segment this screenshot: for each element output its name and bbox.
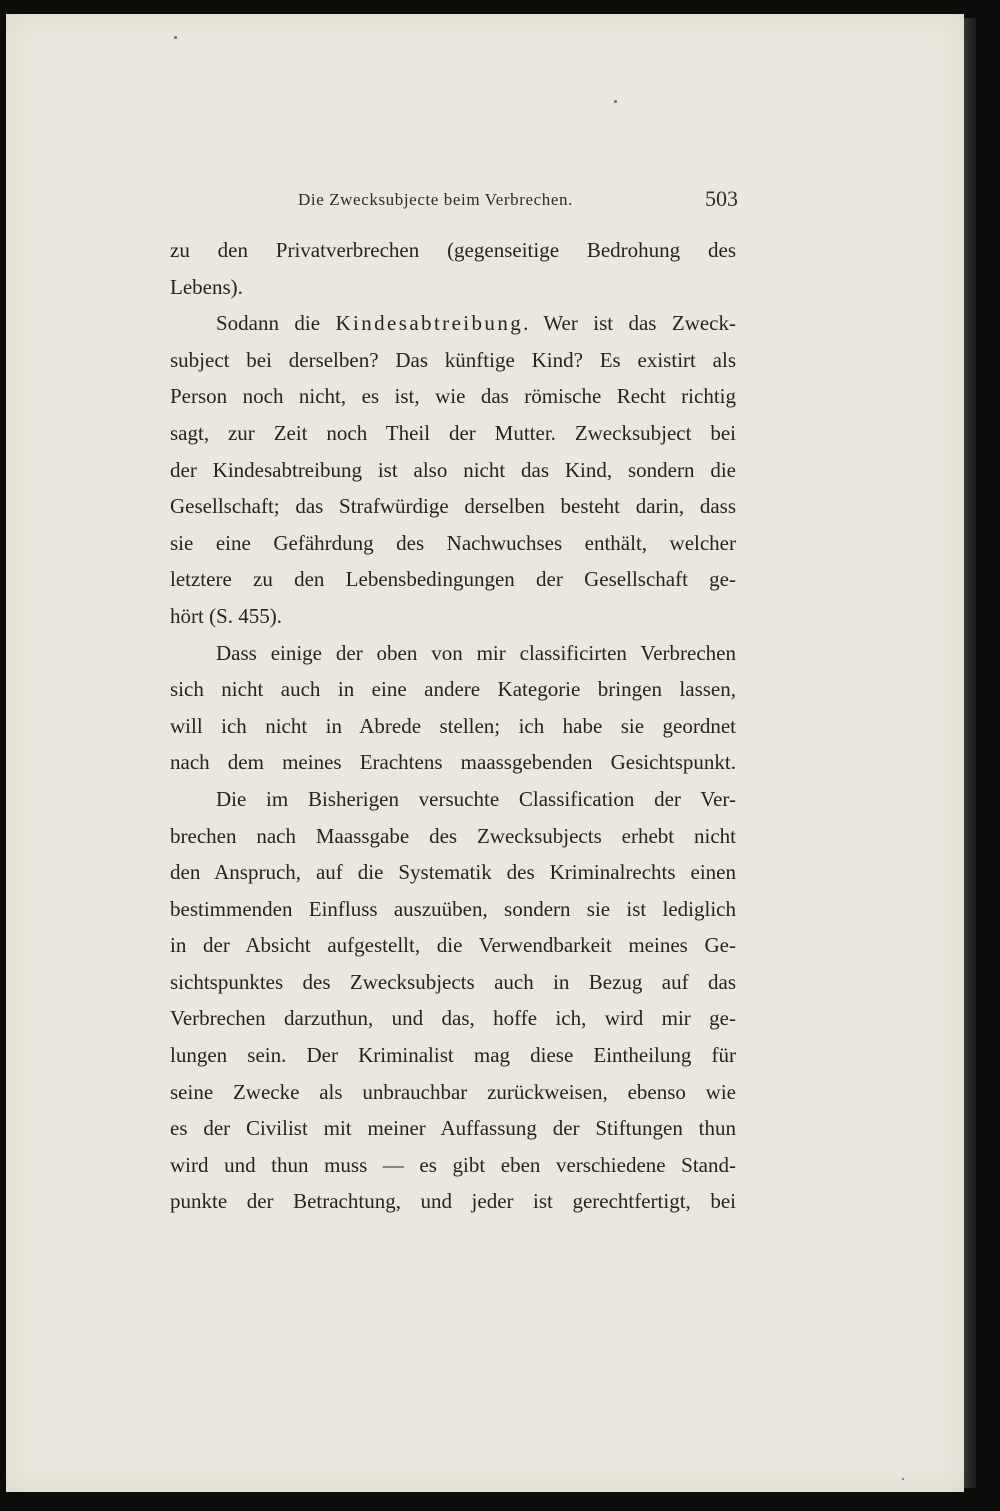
text-line: bestimmenden Einfluss auszuüben, sondern sie ist lediglich — [170, 896, 736, 921]
page-number: 503 — [705, 186, 738, 211]
running-title: Die Zwecksubjecte beim Verbrechen. — [298, 190, 573, 209]
text-line: Lebens). — [170, 274, 243, 299]
text-line: Dass einige der oben von mir classificirten Verbrechen — [216, 640, 736, 665]
body-text — [170, 232, 736, 1220]
text-line: den Anspruch, auf die Systematik des Kriminalrechts einen — [170, 860, 736, 885]
text-line: es der Civilist mit meiner Auffassung der Stiftungen thun — [170, 1116, 736, 1141]
text-line: sagt, zur Zeit noch Theil der Mutter. Zwecksubject bei — [170, 420, 736, 445]
text-line: letztere zu den Lebensbedingungen der Gesellschaft ge- — [170, 567, 736, 592]
paper-speck — [902, 1478, 904, 1480]
text-line: Gesellschaft; das Strafwürdige derselben besteht darin, dass — [170, 494, 736, 519]
text-line — [170, 305, 736, 342]
running-head — [290, 188, 738, 212]
paper-speck — [174, 36, 177, 39]
text-line: will ich nicht in Abrede stellen; ich habe sie geordnet — [170, 713, 736, 738]
text-line: brechen nach Maassgabe des Zwecksubjects erhebt nicht — [170, 823, 736, 848]
text-line: Verbrechen darzuthun, und das, hoffe ich, wird mir ge- — [170, 1006, 736, 1031]
text-line: Person noch nicht, es ist, wie das römische Recht richtig — [170, 384, 736, 409]
text-line: punkte der Betrachtung, und jeder ist gerechtfertigt, bei — [170, 1189, 736, 1214]
text-line: sie eine Gefährdung des Nachwuchses enthält, welcher — [170, 530, 736, 555]
text-line: sichtspunktes des Zwecksubjects auch in Bezug auf das — [170, 969, 736, 994]
text-line: seine Zwecke als unbrauchbar zurückweisen, ebenso wie — [170, 1079, 736, 1104]
text-line: wird und thun muss — es gibt eben verschiedene Stand- — [170, 1152, 736, 1177]
text-line: lungen sein. Der Kriminalist mag diese Eintheilung für — [170, 1043, 736, 1068]
text-line: subject bei derselben? Das künftige Kind? Es existirt als — [170, 347, 736, 372]
text-run: Sodann die — [216, 311, 321, 336]
text-line: in der Absicht aufgestellt, die Verwendbarkeit meines Ge- — [170, 933, 736, 958]
text-line: hört (S. 455). — [170, 603, 282, 628]
text-line: der Kindesabtreibung ist also nicht das Kind, sondern die — [170, 457, 736, 482]
page-edge — [962, 18, 976, 1488]
paper-speck — [614, 100, 617, 103]
emphasized-term: Kindesabtreibung — [335, 311, 524, 336]
text-line: nach dem meines Erachtens maassgebenden Gesichtspunkt. — [170, 750, 736, 775]
text-run: . Wer ist das Zweck- — [523, 311, 736, 336]
text-line: Die im Bisherigen versuchte Classification der Ver- — [216, 786, 736, 811]
text-line: sich nicht auch in eine andere Kategorie bringen lassen, — [170, 677, 736, 702]
text-line: zu den Privatverbrechen (gegenseitige Bedrohung des — [170, 238, 736, 262]
